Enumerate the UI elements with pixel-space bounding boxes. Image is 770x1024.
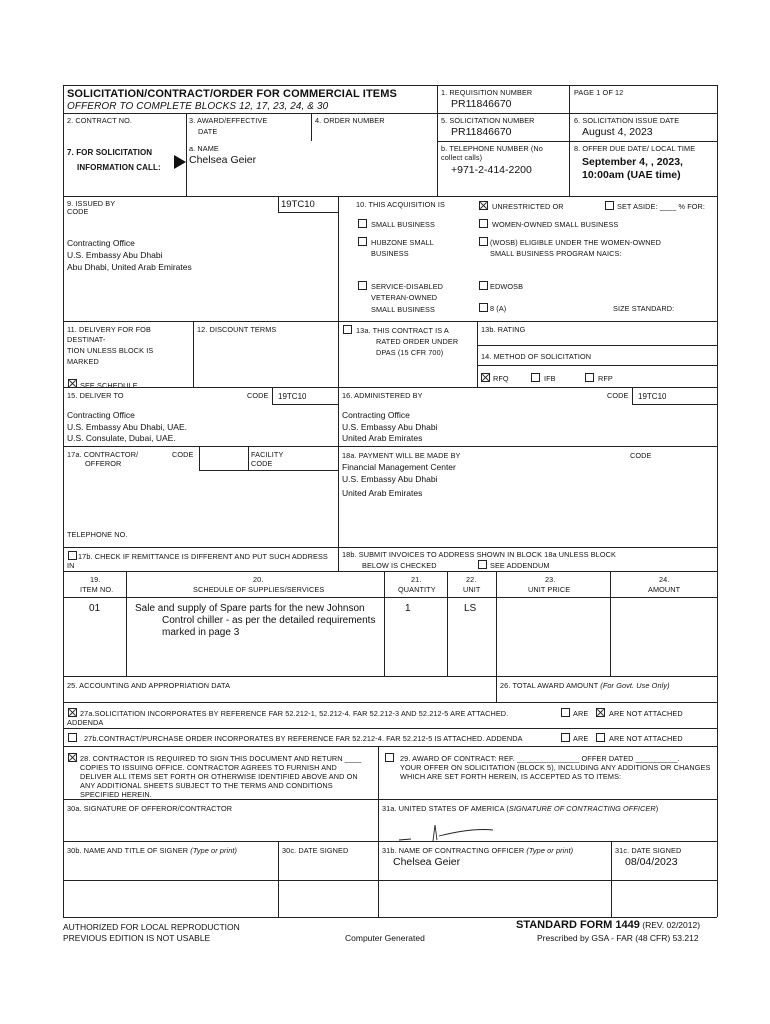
col-unit-num: 22. (466, 575, 477, 584)
ifb-checkbox[interactable] (531, 373, 540, 382)
rfp-label: RFP (598, 374, 613, 383)
administered-by-line-2: U.S. Embassy Abu Dhabi (342, 422, 438, 432)
col-schedule: SCHEDULE OF SUPPLIES/SERVICES (193, 585, 325, 594)
pointer-arrow-icon (174, 155, 186, 169)
rated-order-label-2: RATED ORDER UNDER (376, 337, 459, 346)
payment-by-line-1: Financial Management Center (342, 462, 456, 472)
award-of-contract-line-1: 29. AWARD OF CONTRACT: REF. _______________ OFFER DATED __________. (400, 754, 680, 763)
contract-addenda-not-attached-label: ARE NOT ATTACHED (609, 734, 683, 743)
contractor-label: 17a. CONTRACTOR/ (67, 450, 139, 459)
small-business-label: SMALL BUSINESS (371, 220, 435, 229)
footer-computer-generated: Computer Generated (345, 933, 425, 943)
rfp-checkbox[interactable] (585, 373, 594, 382)
delivery-fob-label-4: MARKED (67, 357, 99, 366)
officer-date-value[interactable]: 08/04/2023 (625, 856, 678, 868)
sdvosb-label-2: VETERAN-OWNED (371, 293, 438, 302)
rfq-label: RFQ (493, 374, 509, 383)
col-item-no-num: 19. (90, 575, 101, 584)
see-addendum-checkbox[interactable] (478, 560, 487, 569)
submit-invoices-label-2: BELOW IS CHECKED (362, 561, 437, 570)
rfq-checkbox[interactable] (481, 373, 490, 382)
award-date-label: 3. AWARD/EFFECTIVE (189, 116, 268, 125)
signer-name-label: 30b. NAME AND TITLE OF SIGNER (Type or print) (67, 846, 238, 855)
col-schedule-num: 20. (253, 575, 264, 584)
wosb-label: WOMEN-OWNED SMALL BUSINESS (492, 220, 619, 229)
rated-order-checkbox[interactable] (343, 325, 352, 334)
delivery-fob-label-3: TION UNLESS BLOCK IS (67, 346, 154, 355)
payment-by-line-3: United Arab Emirates (342, 488, 423, 498)
officer-date-label: 31c. DATE SIGNED (615, 846, 682, 855)
sdvosb-label-3: SMALL BUSINESS (371, 305, 435, 314)
deliver-to-line-1: Contracting Office (67, 410, 135, 420)
payment-by-line-2: U.S. Embassy Abu Dhabi (342, 474, 438, 484)
contract-addenda-are-checkbox[interactable] (561, 733, 570, 742)
remittance-label: 17b. CHECK IF REMITTANCE IS DIFFERENT AND PUT SUCH ADDRESS (78, 552, 328, 561)
item-no-cell: 01 (89, 603, 101, 614)
requisition-number-label: 1. REQUISITION NUMBER (441, 88, 533, 97)
rated-order-label: 13a. THIS CONTRACT IS A (356, 326, 449, 335)
for-solicitation-label: 7. FOR SOLICITATION (67, 148, 153, 157)
contractor-sign-line-5: SPECIFIED HEREIN. (80, 790, 152, 799)
col-unit-price: UNIT PRICE (528, 585, 571, 594)
set-aside-label: SET ASIDE: ____ % FOR: (617, 202, 706, 211)
col-item-no: ITEM NO. (80, 585, 114, 594)
contract-addenda-not-attached-checkbox[interactable] (596, 733, 605, 742)
officer-signature-label: 31a. UNITED STATES OF AMERICA (SIGNATURE OF CONTRACTING OFFICER) (382, 804, 659, 813)
wosb-checkbox[interactable] (479, 219, 488, 228)
footer-reproduction: AUTHORIZED FOR LOCAL REPRODUCTION (63, 922, 240, 932)
submit-invoices-label: 18b. SUBMIT INVOICES TO ADDRESS SHOWN IN BLOCK 18a UNLESS BLOCK (342, 550, 616, 559)
footer-form-name: STANDARD FORM 1449 (REV. 02/2012) (516, 919, 701, 931)
sdvosb-label: SERVICE-DISABLED (371, 282, 444, 291)
deliver-to-label: 15. DELIVER TO (67, 391, 124, 400)
award-of-contract-checkbox[interactable] (385, 753, 394, 762)
footer-previous-edition: PREVIOUS EDITION IS NOT USABLE (63, 933, 211, 943)
see-addendum-label: SEE ADDENDUM (490, 561, 550, 570)
issue-date-label: 6. SOLICITATION ISSUE DATE (574, 116, 680, 125)
issued-by-code-label: CODE (67, 207, 89, 216)
small-business-checkbox[interactable] (358, 219, 367, 228)
telephone-label: b. TELEPHONE NUMBER (No (441, 144, 543, 153)
remittance-label-2: IN (67, 561, 75, 570)
administered-by-line-1: Contracting Office (342, 410, 410, 420)
delivery-fob-label: 11. DELIVERY FOR FOB (67, 325, 151, 334)
offeror-signature-label: 30a. SIGNATURE OF OFFEROR/CONTRACTOR (67, 804, 233, 813)
col-unit-price-num: 23. (545, 575, 556, 584)
wosb-eligible-label: (WOSB) ELIGIBLE UNDER THE WOMEN-OWNED (490, 238, 661, 247)
solicitation-far-label: 27a.SOLICITATION INCORPORATES BY REFERENCE FAR 52.212-1, 52.212-4. FAR 52.212-3 AND 52.212-5 ARE ATTACHED. (80, 709, 509, 718)
payment-code-label: CODE (630, 451, 652, 460)
remittance-checkbox[interactable] (68, 551, 77, 560)
col-amount: AMOUNT (648, 585, 681, 594)
contact-name-value[interactable]: Chelsea Geier (189, 154, 257, 166)
officer-name-value[interactable]: Chelsea Geier (393, 856, 461, 868)
method-label: 14. METHOD OF SOLICITATION (481, 352, 592, 361)
contract-far-checkbox[interactable] (68, 733, 77, 742)
issued-by-label: 9. ISSUED BY (67, 199, 116, 208)
deliver-to-code-label: CODE (247, 391, 269, 400)
total-award-label: 26. TOTAL AWARD AMOUNT (For Govt. Use Only) (500, 681, 670, 690)
item-description-line-1: Sale and supply of Spare parts for the new Johnson (135, 603, 365, 614)
contractor-sign-checkbox[interactable] (68, 753, 77, 762)
see-schedule-label: SEE SCHEDULE (80, 381, 138, 387)
edwosb-label: EDWOSB (490, 282, 524, 291)
contract-no-label: 2. CONTRACT NO. (67, 116, 133, 125)
contractor-code-label: CODE (172, 450, 194, 459)
solicitation-far-label-2: ADDENDA (67, 718, 104, 727)
telephone-label-2: collect calls) (441, 153, 483, 162)
contractor-sign-line-3: DELIVER ALL ITEMS SET FORTH OR OTHERWISE IDENTIFIED ABOVE AND ON (80, 772, 358, 781)
offer-due-date[interactable]: September 4, , 2023, (582, 156, 683, 168)
contractor-sign-line-4: ANY ADDITIONAL SHEETS SUBJECT TO THE TERMS AND CONDITIONS (80, 781, 333, 790)
ifb-label: IFB (544, 374, 556, 383)
addenda-are-label: ARE (573, 709, 589, 718)
contract-addenda-are-label: ARE (573, 734, 589, 743)
deliver-to-code[interactable]: 19TC10 (278, 392, 307, 401)
item-quantity-cell: 1 (405, 603, 411, 614)
wosb-eligible-checkbox[interactable] (479, 237, 488, 246)
form-subtitle: OFFEROR TO COMPLETE BLOCKS 12, 17, 23, 24, & 30 (67, 101, 329, 112)
hubzone-label-2: BUSINESS (371, 249, 409, 258)
contract-far-label: 27b.CONTRACT/PURCHASE ORDER INCORPORATES BY REFERENCE FAR 52.212-4. FAR 52.212-5 IS ATTACHED. ADDENDA (84, 734, 523, 743)
administered-by-line-3: United Arab Emirates (342, 433, 423, 443)
form-title: SOLICITATION/CONTRACT/ORDER FOR COMMERCIAL ITEMS (67, 88, 397, 100)
unrestricted-checkbox[interactable] (479, 201, 488, 210)
footer-prescribed: Prescribed by GSA - FAR (48 CFR) 53.212 (537, 933, 699, 943)
information-call-label: INFORMATION CALL: (77, 163, 161, 172)
award-of-contract-line-3: WHICH ARE SET FORTH HEREIN, IS ACCEPTED AS TO ITEMS: (400, 772, 622, 781)
issued-by-line-1: Contracting Office (67, 238, 135, 248)
issued-by-line-2: U.S. Embassy Abu Dhabi (67, 250, 163, 260)
item-description-line-3: marked in page 3 (162, 627, 240, 638)
telephone-no-label: TELEPHONE NO. (67, 530, 128, 539)
see-schedule-checkbox[interactable] (68, 379, 77, 388)
item-description-line-2: Control chiller - as per the detailed requirements (162, 615, 376, 626)
discount-terms-label: 12. DISCOUNT TERMS (197, 325, 277, 334)
administered-by-code[interactable]: 19TC10 (638, 392, 667, 401)
set-aside-checkbox[interactable] (605, 201, 614, 210)
officer-name-label: 31b. NAME OF CONTRACTING OFFICER (Type or print) (382, 846, 574, 855)
wosb-eligible-label-2: SMALL BUSINESS PROGRAM NAICS: (490, 249, 622, 258)
acquisition-label: 10. THIS ACQUISITION IS (356, 200, 445, 209)
eight-a-label: 8 (A) (490, 304, 507, 313)
issued-by-line-3: Abu Dhabi, United Arab Emirates (67, 262, 192, 272)
delivery-fob-label-2: DESTINAT- (67, 335, 106, 344)
contractor-sign-line-2: COPIES TO ISSUING OFFICE. CONTRACTOR AGREES TO FURNISH AND (80, 763, 337, 772)
size-standard-label: SIZE STANDARD: (613, 304, 675, 313)
item-unit-cell: LS (464, 603, 477, 614)
eight-a-checkbox[interactable] (479, 303, 488, 312)
solicitation-number-label: 5. SOLICITATION NUMBER (441, 116, 535, 125)
deliver-to-line-3: U.S. Consulate, Dubai, UAE. (67, 433, 176, 443)
rated-order-label-3: DPAS (15 CFR 700) (376, 348, 444, 357)
telephone-value[interactable]: +971-2-414-2200 (451, 164, 532, 176)
addenda-not-attached-checkbox[interactable] (596, 708, 605, 717)
col-quantity-num: 21. (411, 575, 422, 584)
addenda-are-checkbox[interactable] (561, 708, 570, 717)
contractor-sign-line-1: 28. CONTRACTOR IS REQUIRED TO SIGN THIS DOCUMENT AND RETURN ____ (80, 754, 362, 763)
contractor-label-2: OFFEROR (85, 459, 122, 468)
sdvosb-checkbox[interactable] (358, 281, 367, 290)
hubzone-checkbox[interactable] (358, 237, 367, 246)
officer-signature (395, 822, 505, 844)
deliver-to-line-2: U.S. Embassy Abu Dhabi, UAE. (67, 422, 187, 432)
col-unit: UNIT (463, 585, 481, 594)
solicitation-far-checkbox[interactable] (68, 708, 77, 717)
contact-name-label: a. NAME (189, 144, 219, 153)
facility-label: FACILITY (251, 450, 284, 459)
hubzone-label: HUBZONE SMALL (371, 238, 434, 247)
accounting-label: 25. ACCOUNTING AND APPROPRIATION DATA (67, 681, 231, 690)
col-amount-num: 24. (659, 575, 670, 584)
administered-by-label: 16. ADMINISTERED BY (342, 391, 423, 400)
administered-by-code-label: CODE (607, 391, 629, 400)
offer-due-time[interactable]: 10:00am (UAE time) (582, 169, 681, 181)
solicitation-number-value[interactable]: PR11846670 (451, 126, 512, 138)
col-quantity: QUANTITY (398, 585, 436, 594)
order-number-label: 4. ORDER NUMBER (315, 116, 385, 125)
facility-code-label: CODE (251, 459, 273, 468)
rating-label: 13b. RATING (481, 325, 526, 334)
issue-date-value[interactable]: August 4, 2023 (582, 126, 653, 138)
page-count: PAGE 1 OF 12 (574, 88, 624, 97)
signer-date-label: 30c. DATE SIGNED (282, 846, 349, 855)
offer-due-label: 8. OFFER DUE DATE/ LOCAL TIME (574, 144, 696, 153)
edwosb-checkbox[interactable] (479, 281, 488, 290)
issued-by-code[interactable]: 19TC10 (281, 199, 315, 210)
payment-by-label: 18a. PAYMENT WILL BE MADE BY (342, 451, 461, 460)
requisition-number-value[interactable]: PR11846670 (451, 98, 512, 110)
award-date-label-2: DATE (198, 127, 218, 136)
addenda-not-attached-label: ARE NOT ATTACHED (609, 709, 683, 718)
award-of-contract-line-2: YOUR OFFER ON SOLICITATION (BLOCK 5), INCLUDING ANY ADDITIONS OR CHANGES (400, 763, 711, 772)
unrestricted-label: UNRESTRICTED OR (492, 202, 564, 211)
